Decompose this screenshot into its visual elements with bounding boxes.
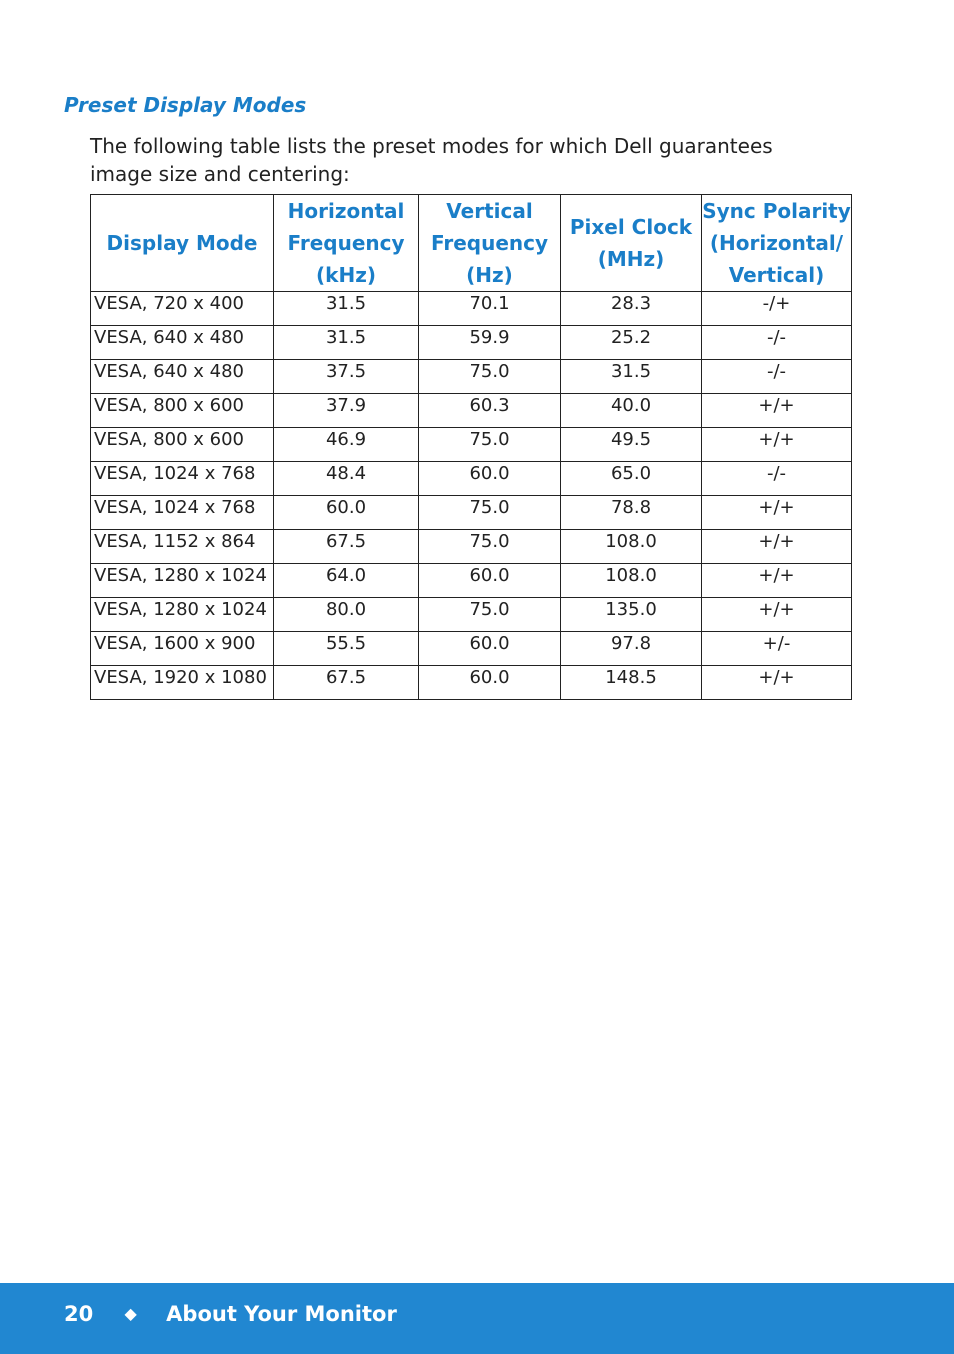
header-line: Frequency bbox=[430, 231, 549, 255]
vertical-frequency-cell: 75.0 bbox=[419, 598, 561, 632]
header-line: Pixel Clock bbox=[569, 215, 693, 239]
pixel-clock-cell: 28.3 bbox=[561, 292, 702, 326]
header-display-mode bbox=[91, 195, 274, 292]
display-mode-cell: VESA, 720 x 400 bbox=[91, 292, 274, 326]
pixel-clock-cell: 65.0 bbox=[561, 462, 702, 496]
horizontal-frequency-cell: 48.4 bbox=[274, 462, 419, 496]
display-mode-cell: VESA, 640 x 480 bbox=[91, 326, 274, 360]
vertical-frequency-cell: 75.0 bbox=[419, 428, 561, 462]
sync-polarity-cell: -/+ bbox=[702, 292, 852, 326]
header-line: (Hz) bbox=[466, 263, 513, 287]
pixel-clock-cell: 108.0 bbox=[561, 530, 702, 564]
horizontal-frequency-cell: 60.0 bbox=[274, 496, 419, 530]
pixel-clock-cell: 108.0 bbox=[561, 564, 702, 598]
pixel-clock-cell: 31.5 bbox=[561, 360, 702, 394]
footer-content bbox=[64, 1300, 397, 1328]
horizontal-frequency-cell: 67.5 bbox=[274, 530, 419, 564]
horizontal-frequency-cell: 31.5 bbox=[274, 326, 419, 360]
display-mode-cell: VESA, 1280 x 1024 bbox=[91, 564, 274, 598]
vertical-frequency-cell: 59.9 bbox=[419, 326, 561, 360]
header-vertical-frequency bbox=[419, 195, 561, 292]
header-line: (kHz) bbox=[316, 263, 376, 287]
sync-polarity-cell: +/+ bbox=[702, 666, 852, 700]
intro-paragraph: The following table lists the preset modes for which Dell guarantees image size and centering: bbox=[90, 134, 773, 186]
header-line: Frequency bbox=[287, 231, 405, 255]
pixel-clock-cell: 78.8 bbox=[561, 496, 702, 530]
table-row bbox=[91, 530, 852, 564]
table-row bbox=[91, 564, 852, 598]
display-mode-cell: VESA, 1280 x 1024 bbox=[91, 598, 274, 632]
display-mode-cell: VESA, 1152 x 864 bbox=[91, 530, 274, 564]
display-mode-cell: VESA, 800 x 600 bbox=[91, 428, 274, 462]
pixel-clock-cell: 25.2 bbox=[561, 326, 702, 360]
header-line: (MHz) bbox=[597, 247, 665, 271]
vertical-frequency-cell: 60.3 bbox=[419, 394, 561, 428]
pixel-clock-cell: 49.5 bbox=[561, 428, 702, 462]
vertical-frequency-cell: 60.0 bbox=[419, 666, 561, 700]
table-row bbox=[91, 360, 852, 394]
vertical-frequency-cell: 75.0 bbox=[419, 496, 561, 530]
pixel-clock-cell: 135.0 bbox=[561, 598, 702, 632]
sync-polarity-cell: -/- bbox=[702, 326, 852, 360]
header-line: Sync Polarity bbox=[702, 199, 851, 223]
horizontal-frequency-cell: 80.0 bbox=[274, 598, 419, 632]
vertical-frequency-cell: 60.0 bbox=[419, 564, 561, 598]
sync-polarity-cell: +/+ bbox=[702, 564, 852, 598]
sync-polarity-cell: +/+ bbox=[702, 428, 852, 462]
page-footer bbox=[0, 1283, 954, 1354]
sync-polarity-cell: -/- bbox=[702, 462, 852, 496]
display-mode-cell: VESA, 1024 x 768 bbox=[91, 496, 274, 530]
sync-polarity-cell: -/- bbox=[702, 360, 852, 394]
sync-polarity-cell: +/+ bbox=[702, 598, 852, 632]
display-mode-cell: VESA, 1600 x 900 bbox=[91, 632, 274, 666]
vertical-frequency-cell: 75.0 bbox=[419, 530, 561, 564]
section-title: Preset Display Modes bbox=[64, 93, 307, 117]
table-row bbox=[91, 394, 852, 428]
horizontal-frequency-cell: 64.0 bbox=[274, 564, 419, 598]
display-mode-cell: VESA, 1024 x 768 bbox=[91, 462, 274, 496]
pixel-clock-cell: 40.0 bbox=[561, 394, 702, 428]
table-row bbox=[91, 292, 852, 326]
horizontal-frequency-cell: 46.9 bbox=[274, 428, 419, 462]
page-number: 20 bbox=[64, 1302, 94, 1326]
table-row bbox=[91, 598, 852, 632]
header-line: Horizontal bbox=[287, 199, 405, 223]
sync-polarity-cell: +/+ bbox=[702, 496, 852, 530]
vertical-frequency-cell: 75.0 bbox=[419, 360, 561, 394]
horizontal-frequency-cell: 67.5 bbox=[274, 666, 419, 700]
pixel-clock-cell: 148.5 bbox=[561, 666, 702, 700]
preset-modes-table bbox=[90, 194, 852, 700]
table-row bbox=[91, 666, 852, 700]
header-sync-polarity bbox=[702, 195, 852, 292]
header-pixel-clock bbox=[561, 195, 702, 292]
table-row bbox=[91, 326, 852, 360]
horizontal-frequency-cell: 37.9 bbox=[274, 394, 419, 428]
sync-polarity-cell: +/+ bbox=[702, 394, 852, 428]
sync-polarity-cell: +/+ bbox=[702, 530, 852, 564]
pixel-clock-cell: 97.8 bbox=[561, 632, 702, 666]
header-line: Vertical) bbox=[728, 263, 825, 287]
table-row bbox=[91, 428, 852, 462]
sync-polarity-cell: +/- bbox=[702, 632, 852, 666]
table-row bbox=[91, 462, 852, 496]
display-mode-cell: VESA, 800 x 600 bbox=[91, 394, 274, 428]
horizontal-frequency-cell: 55.5 bbox=[274, 632, 419, 666]
footer-section-title: About Your Monitor bbox=[166, 1302, 397, 1326]
vertical-frequency-cell: 70.1 bbox=[419, 292, 561, 326]
table-header-row bbox=[91, 195, 852, 292]
table-row bbox=[91, 632, 852, 666]
vertical-frequency-cell: 60.0 bbox=[419, 632, 561, 666]
table-row bbox=[91, 496, 852, 530]
horizontal-frequency-cell: 37.5 bbox=[274, 360, 419, 394]
header-line: Vertical bbox=[446, 199, 533, 223]
header-horizontal-frequency bbox=[274, 195, 419, 292]
vertical-frequency-cell: 60.0 bbox=[419, 462, 561, 496]
header-line: Display Mode bbox=[106, 231, 258, 255]
header-line: (Horizontal/ bbox=[709, 231, 844, 255]
display-mode-cell: VESA, 640 x 480 bbox=[91, 360, 274, 394]
diamond-icon: ◆ bbox=[124, 1304, 137, 1323]
table-body bbox=[91, 292, 852, 700]
horizontal-frequency-cell: 31.5 bbox=[274, 292, 419, 326]
display-mode-cell: VESA, 1920 x 1080 bbox=[91, 666, 274, 700]
